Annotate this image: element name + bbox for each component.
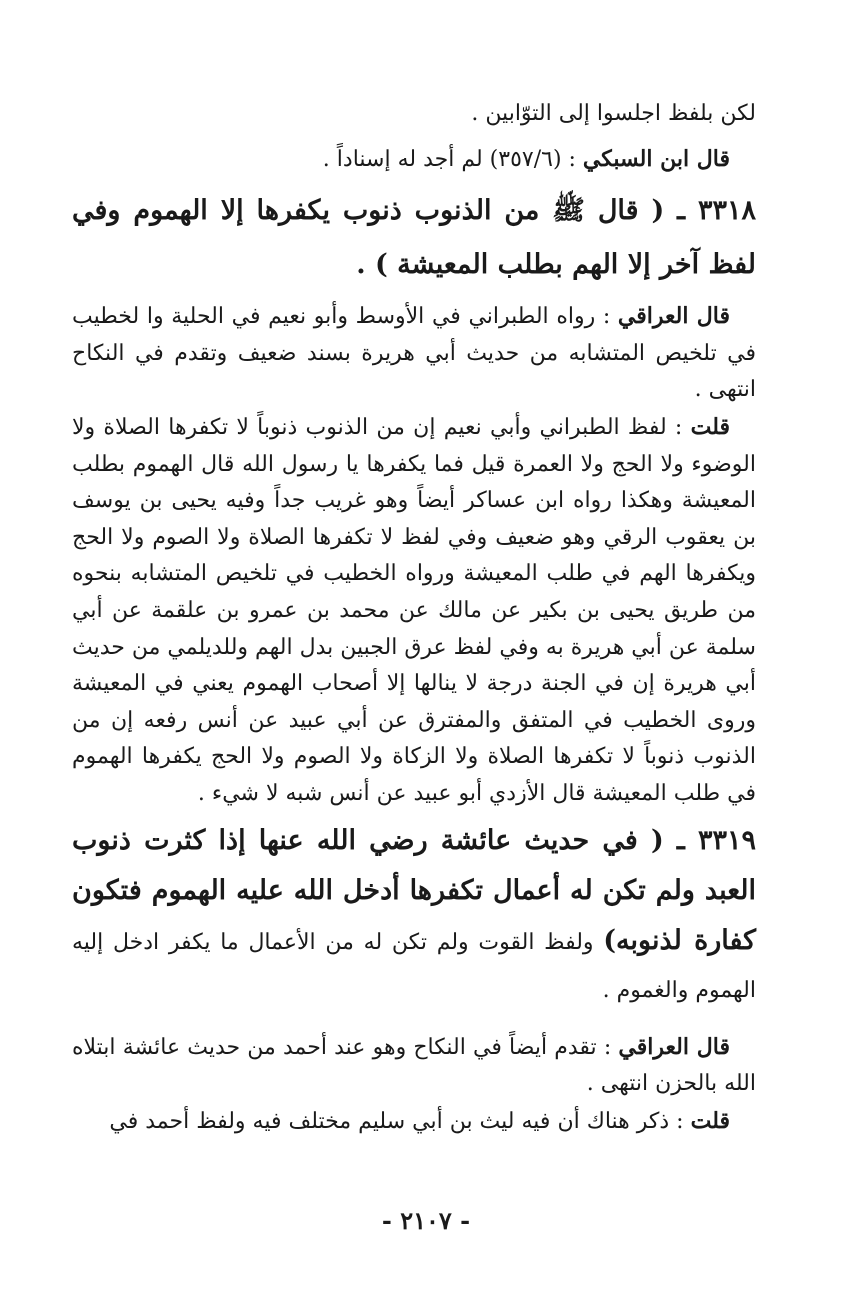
paragraph-text: : (٣٥٧/٦) لم أجد له إسناداً . [322, 146, 583, 172]
speaker-label: قلت [690, 413, 730, 440]
paragraph-ibn-subki [72, 141, 756, 179]
paragraph-text: : لفظ الطبراني وأبي نعيم إن من الذنوب ذنوباً لا تكفرها الصلاة ولا الوضوء ولا الحج ولا العمرة قيل فما يكفرها يا رسول الله قال الهموم بطلب المعيشة وهكذا رواه ابن عساكر أيضاً وهو غريب جداً وفيه يحيى بن يوسف بن يعقوب الرقي وهو ضعيف وفي لفظ لا تكفرها الصلاة ولا الصوم ولا الحج ويكفرها الهم في طلب المعيشة ورواه الخطيب في تلخيص المتشابه بنحوه من طريق يحيى بن بكير عن مالك عن محمد بن عمرو بن علقمة عن أبي سلمة عن أبي هريرة به وفي لفظ عرق الجبين بدل الهم وللديلمي من حديث أبي هريرة إن في الجنة درجة لا ينالها إلا أصحاب الهموم يعني في المعيشة وروى الخطيب في المتفق والمفترق عن أبي عبيد عن أنس رفعه إن من الذنوب ذنوباً لا تكفرها الصلاة ولا الزكاة ولا الصوم ولا الحج يكفرها الهموم في طلب المعيشة قال الأزدي أبو عبيد عن أنس شبه لا شيء . [72, 414, 756, 806]
paragraph-text: ولفظ القوت ولم تكن له من الأعمال ما يكفر ادخل إليه الهموم والغموم . [72, 929, 756, 1003]
paragraph-text: : رواه الطبراني في الأوسط وأبو نعيم في الحلية وا لخطيب في تلخيص المتشابه من حديث أبي هريرة بسند ضعيف وتقدم في النكاح انتهى . [72, 304, 756, 403]
speaker-label: قال العراقي [618, 1033, 730, 1060]
page-text [72, 96, 756, 1140]
hadith-3318 [72, 184, 756, 292]
paragraph-qultu-2 [72, 1103, 756, 1141]
paragraph-iraqi-2 [72, 1029, 756, 1103]
speaker-label: قال ابن السبكي [582, 145, 730, 172]
speaker-label: قال العراقي [617, 303, 730, 330]
page-number: - ٢١٠٧ - [381, 1206, 471, 1235]
paragraph-text: : ذكر هناك أن فيه ليث بن أبي سليم مختلف فيه ولفظ أحمد في [109, 1108, 691, 1134]
speaker-label: قلت [690, 1107, 730, 1134]
paragraph-continuation [72, 96, 756, 133]
paragraph-iraqi-1 [72, 298, 756, 409]
paragraph-text: : تقدم أيضاً في النكاح وهو عند أحمد من حديث عائشة ابتلاه الله بالحزن انتهى . [72, 1034, 756, 1097]
hadith-3319 [72, 817, 756, 1015]
paragraph-qultu-1 [72, 409, 756, 813]
hadith-text: ٣٣١٨ ـ ( قال ﷺ من الذنوب ذنوب يكفرها إلا الهموم وفي لفظ آخر إلا الهم بطلب المعيشة ) . [72, 195, 756, 281]
paragraph-text: لكن بلفظ اجلسوا إلى التوّابين . [471, 101, 756, 126]
hadith-text: ٣٣١٩ ـ ( في حديث عائشة رضي الله عنها إذا كثرت ذنوب العبد ولم تكن له أعمال تكفرها أدخل الله عليه الهموم فتكون كفارة لذنوبه) [72, 824, 756, 956]
